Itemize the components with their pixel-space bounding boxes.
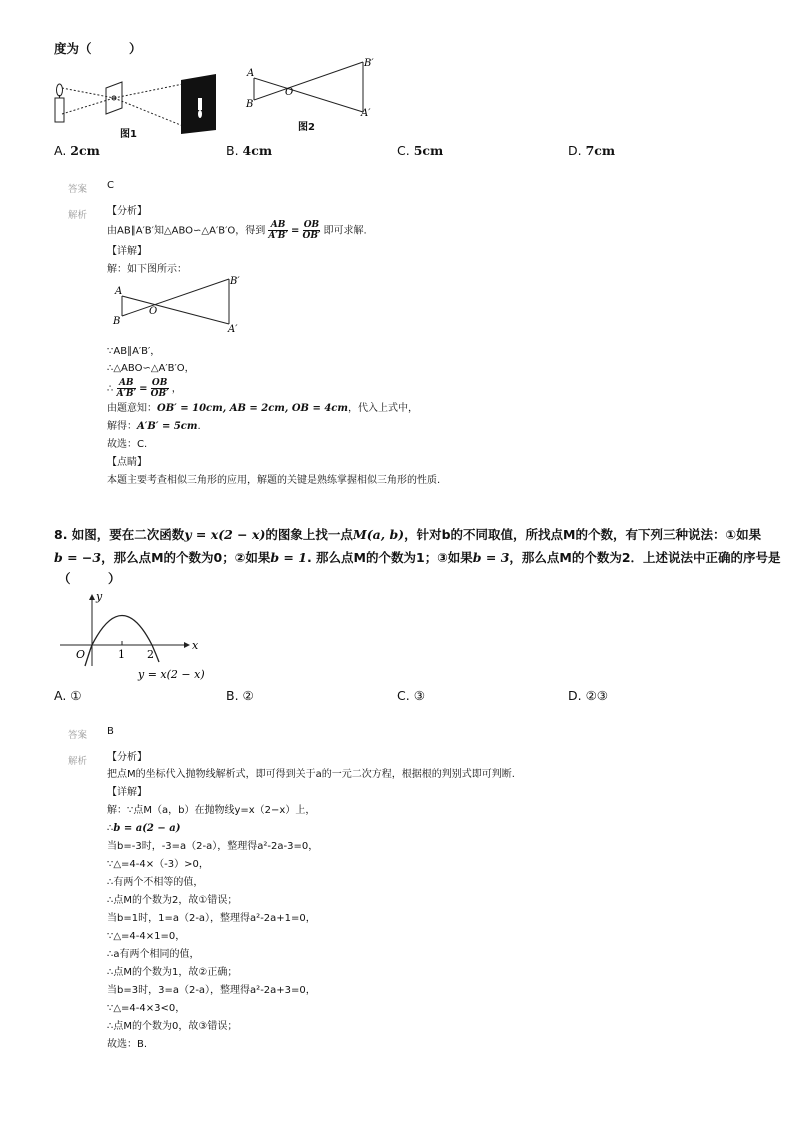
q8-stem-line-3: （ ） — [58, 571, 121, 586]
q8-option-a[interactable]: A. ① — [54, 688, 82, 703]
step-given: 由题意知：OB′ = 10cm, AB = 2cm, OB = 4cm，代入上式中， — [107, 403, 418, 414]
fig2-label-bprime: B′ — [364, 58, 374, 69]
analysis-line: 由AB∥A′B′知△ABO∽△A′B′O，得到 $\frac{AB}{A'B'}$ = $\frac{OB}{OB'}$ 即可求解. — [107, 220, 367, 241]
answer-value: C — [107, 180, 114, 191]
q8-answer-label: 答案 — [68, 730, 88, 741]
q8-fenxi-heading: 【分析】 — [107, 752, 147, 763]
fig2-label-aprime: A′ — [361, 108, 371, 119]
q8-step-6: ∴点M的个数为2，故①错误； — [107, 895, 238, 906]
q8-step-5: ∴有两个不相等的值， — [107, 877, 204, 888]
dianjing-heading: 【点睛】 — [107, 457, 147, 468]
q8-option-b[interactable]: B. ② — [226, 688, 254, 703]
q8-step-4: ∵△=4-4×（-3）>0， — [107, 859, 209, 870]
graph-caption: y = x(2 − x) — [138, 668, 205, 681]
step-similar: ∴△ABO∽△A′B′O， — [107, 363, 195, 374]
graph-tick-1: 1 — [118, 648, 125, 661]
dianjing-text: 本题主要考查相似三角形的应用，解题的关键是熟练掌握相似三角形的性质. — [107, 475, 441, 486]
graph-tick-2: 2 — [147, 648, 154, 661]
answer-label: 答案 — [68, 184, 88, 195]
q8-step-10: ∴点M的个数为1，故②正确； — [107, 967, 238, 978]
step-fraction-ob: $\frac{OB}{OB'}$ — [150, 378, 169, 399]
q8-step-11: 当b=3时，3=a（2-a），整理得a²-2a+3=0， — [107, 985, 316, 996]
q8-stem-line-2: b = −3，那么点M的个数为0；②如果b = 1. 那么点M的个数为1；③如果b = 3，那么点M的个数为2．上述说法中正确的序号是 — [54, 550, 781, 565]
figure-2-similar-triangles — [243, 54, 383, 120]
graph-label-origin: O — [76, 648, 86, 661]
graph-label-y: y — [96, 590, 103, 603]
q8-step-13: ∴点M的个数为0，故③错误； — [107, 1021, 238, 1032]
q8-step-9: ∴a有两个相同的值， — [107, 949, 200, 960]
step-result: 解得：A′B′ = 5cm. — [107, 421, 201, 432]
q8-step-12: ∵△=4-4×3<0， — [107, 1003, 186, 1014]
q8-fenxi-text: 把点M的坐标代入抛物线解析式，即可得到关于a的一元二次方程，根据根的判别式即可判断. — [107, 769, 515, 780]
q8-step-1: 解：∵点M（a，b）在抛物线y=x（2−x）上， — [107, 805, 316, 816]
step-choose: 故选：C. — [107, 439, 148, 450]
candle-icon — [55, 84, 64, 122]
q8-option-c[interactable]: C. ③ — [397, 688, 425, 703]
q8-xiangjie-heading: 【详解】 — [107, 787, 147, 798]
graph-label-x: x — [192, 639, 199, 652]
q8-step-14: 故选：B. — [107, 1039, 148, 1050]
q8-answer-value: B — [107, 726, 114, 737]
fraction-ob: $\frac{OB}{OB'}$ — [302, 220, 321, 241]
step-fraction-ab: $\frac{AB}{A'B'}$ — [116, 378, 136, 399]
q8-step-7: 当b=1时，1=a（2-a），整理得a²-2a+1=0， — [107, 913, 316, 924]
q8-analysis-label: 解析 — [68, 756, 88, 767]
solution-intro: 解：如下图所示： — [107, 264, 187, 275]
previous-question-tail: 度为（ ） — [54, 41, 142, 56]
option-b[interactable]: B. 4cm — [226, 143, 273, 158]
q8-parabola-graph — [54, 588, 214, 684]
option-d[interactable]: D. 7cm — [568, 143, 616, 158]
step-ratio: ∴ $\frac{AB}{A'B'}$ = $\frac{OB}{OB'}$ ， — [107, 378, 182, 399]
xiangjie-heading: 【详解】 — [107, 246, 147, 257]
fig2-label-o: O — [285, 87, 294, 98]
figure-1-pinhole-camera — [48, 74, 228, 144]
fenxi-heading: 【分析】 — [107, 206, 147, 217]
fig2-label-b: B — [246, 99, 254, 110]
sol-label-a: A — [115, 286, 123, 297]
option-c[interactable]: C. 5cm — [397, 143, 444, 158]
sol-label-bprime: B′ — [230, 276, 240, 287]
analysis-label: 解析 — [68, 210, 88, 221]
q8-option-d[interactable]: D. ②③ — [568, 688, 609, 703]
q8-step-3: 当b=-3时，-3=a（2-a），整理得a²-2a-3=0， — [107, 841, 319, 852]
figure-1-caption: 图1 — [120, 129, 137, 140]
fig2-label-a: A — [247, 68, 255, 79]
q8-step-2: ∴b = a(2 − a) — [107, 823, 181, 834]
sol-label-aprime: A′ — [228, 324, 238, 335]
inverted-candle-image-icon — [198, 98, 202, 110]
q8-step-8: ∵△=4-4×1=0， — [107, 931, 186, 942]
sol-label-o: O — [149, 306, 158, 317]
step-parallel: ∵AB∥A′B′， — [107, 346, 161, 357]
figure-2-caption: 图2 — [298, 122, 315, 133]
option-a[interactable]: A. 2cm — [54, 143, 100, 158]
sol-label-b: B — [113, 316, 121, 327]
q8-stem-line-1: 8. 如图，要在二次函数y = x(2 − x)的图象上找一点M(a, b)，针对b的不同取值，所找点M的个数，有下列三种说法：①如果 — [54, 527, 762, 542]
fraction-ab: $\frac{AB}{A'B'}$ — [268, 220, 288, 241]
solution-figure-triangles — [111, 274, 251, 338]
